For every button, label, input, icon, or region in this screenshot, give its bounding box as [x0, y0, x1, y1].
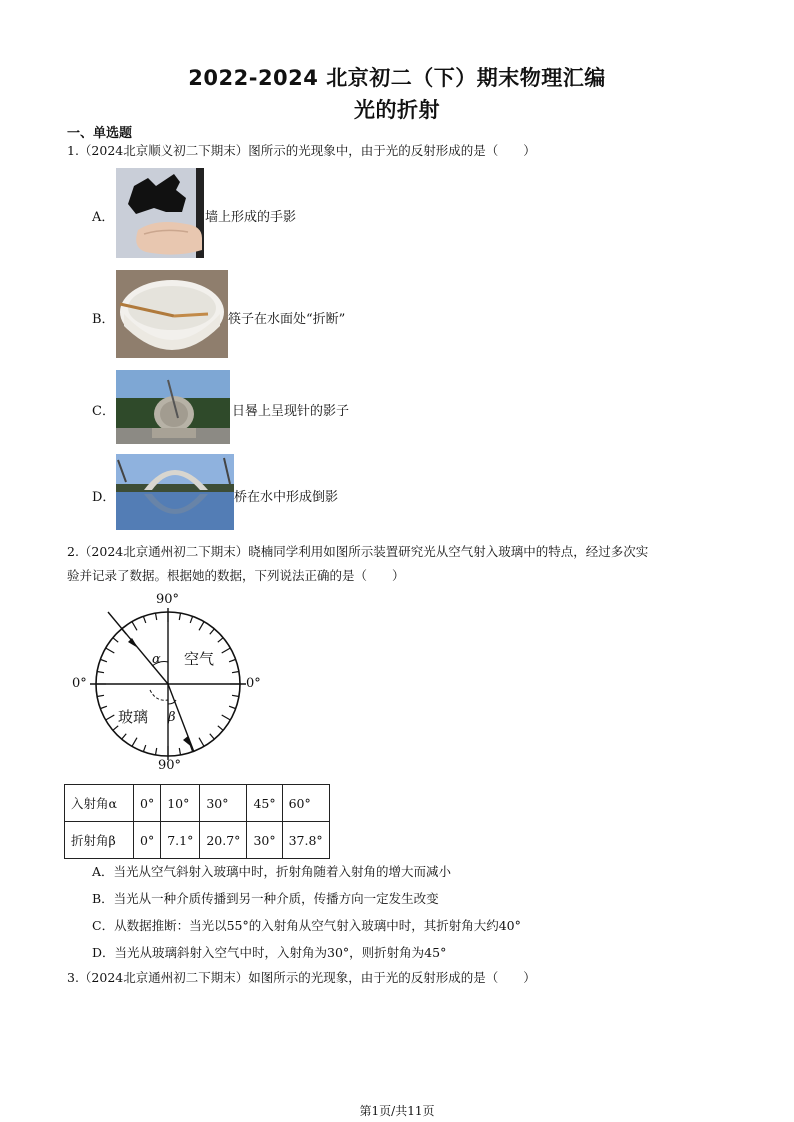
angle-data-table [64, 784, 330, 859]
table-cell: 10° [161, 785, 200, 822]
protractor-tick [210, 734, 214, 739]
sundial-image [116, 370, 230, 444]
label-top-90: 90° [156, 592, 180, 607]
incident-arrow-icon [128, 638, 138, 648]
glass-dash-arc [150, 690, 168, 700]
protractor-tick [222, 715, 231, 720]
protractor-tick [199, 622, 204, 631]
question-2-stem-line-1: 2.（2024北京通州初二下期末）晓楠同学利用如图所示装置研究光从空气射入玻璃中的特点，经过多次实 [67, 544, 649, 559]
glass-label: 玻璃 [118, 708, 149, 726]
protractor-tick [143, 616, 145, 623]
label-left-0: 0° [72, 676, 87, 691]
protractor-tick [218, 638, 223, 642]
protractor-tick [210, 629, 214, 634]
option-c-text: 日晷上呈现针的影子 [232, 404, 350, 419]
protractor-tick [106, 715, 115, 720]
option-d-letter: D． [92, 490, 116, 505]
option-b-letter: B． [92, 312, 115, 327]
hand-shadow-image [116, 168, 204, 258]
protractor-tick [229, 706, 236, 708]
beta-label: β [168, 710, 176, 725]
table-row-refraction [65, 822, 330, 859]
section-heading: 一、单选题 [67, 126, 133, 141]
alpha-label: α [152, 652, 161, 667]
protractor-tick [143, 745, 145, 752]
option-b-text: 筷子在水面处“折断” [228, 312, 346, 327]
table-cell: 45° [247, 785, 282, 822]
air-label: 空气 [184, 650, 215, 668]
protractor-tick [179, 748, 180, 755]
table-cell: 60° [282, 785, 329, 822]
table-cell: 30° [247, 822, 282, 859]
option-a-text: 墙上形成的手影 [205, 210, 297, 225]
question-1-stem: 1.（2024北京顺义初二下期末）图所示的光现象中，由于光的反射形成的是（ ） [67, 143, 536, 158]
protractor-tick [132, 622, 137, 631]
table-cell: 0° [134, 822, 161, 859]
protractor-tick [106, 648, 115, 653]
protractor-tick [113, 638, 118, 642]
question-3-stem: 3.（2024北京通州初二下期末）如图所示的光现象，由于光的反射形成的是（ ） [67, 970, 536, 985]
table-cell: 入射角α [65, 785, 134, 822]
protractor-tick [155, 613, 156, 620]
refraction-diagram [66, 594, 266, 778]
option-c-letter: C． [92, 404, 115, 419]
protractor-tick [100, 706, 107, 708]
option-d-text: 桥在水中形成倒影 [234, 490, 339, 505]
label-right-0: 0° [246, 676, 261, 691]
bridge-reflection-image [116, 454, 234, 530]
page-subtitle: 光的折射 [354, 98, 440, 122]
protractor-tick [199, 738, 204, 747]
protractor-tick [97, 671, 104, 672]
choice-b: B．当光从一种介质传播到另一种介质，传播方向一定发生改变 [92, 891, 439, 906]
protractor-tick [229, 659, 236, 661]
table-cell: 折射角β [65, 822, 134, 859]
question-2-stem-line-2: 验并记录了数据。根据她的数据，下列说法正确的是（ ） [67, 568, 405, 583]
protractor-tick [97, 695, 104, 696]
table-cell: 0° [134, 785, 161, 822]
protractor-tick [100, 659, 107, 661]
table-cell: 37.8° [282, 822, 329, 859]
choice-a: A．当光从空气斜射入玻璃中时，折射角随着入射角的增大而减小 [92, 864, 452, 879]
protractor-tick [190, 616, 192, 623]
choice-d: D．当光从玻璃斜射入空气中时，入射角为30°，则折射角为45° [92, 945, 447, 960]
protractor-tick [232, 695, 239, 696]
label-bottom-90: 90° [158, 758, 182, 773]
table-cell: 7.1° [161, 822, 200, 859]
protractor-tick [155, 748, 156, 755]
page-title: 2022-2024 北京初二（下）期末物理汇编 [188, 66, 606, 90]
table-cell: 30° [200, 785, 247, 822]
protractor-tick [122, 734, 126, 739]
protractor-tick [132, 738, 137, 747]
refracted-arrow-icon [183, 736, 193, 748]
table-cell: 20.7° [200, 822, 247, 859]
choice-c: C．从数据推断：当光以55°的入射角从空气射入玻璃中时，其折射角大约40° [92, 918, 521, 933]
protractor-tick [232, 671, 239, 672]
page-footer: 第1页/共11页 [359, 1104, 435, 1118]
table-row-incident [65, 785, 330, 822]
protractor-tick [179, 613, 180, 620]
protractor-tick [222, 648, 231, 653]
protractor-tick [218, 726, 223, 730]
chopsticks-bowl-image [116, 270, 228, 358]
option-a-letter: A． [92, 210, 115, 225]
